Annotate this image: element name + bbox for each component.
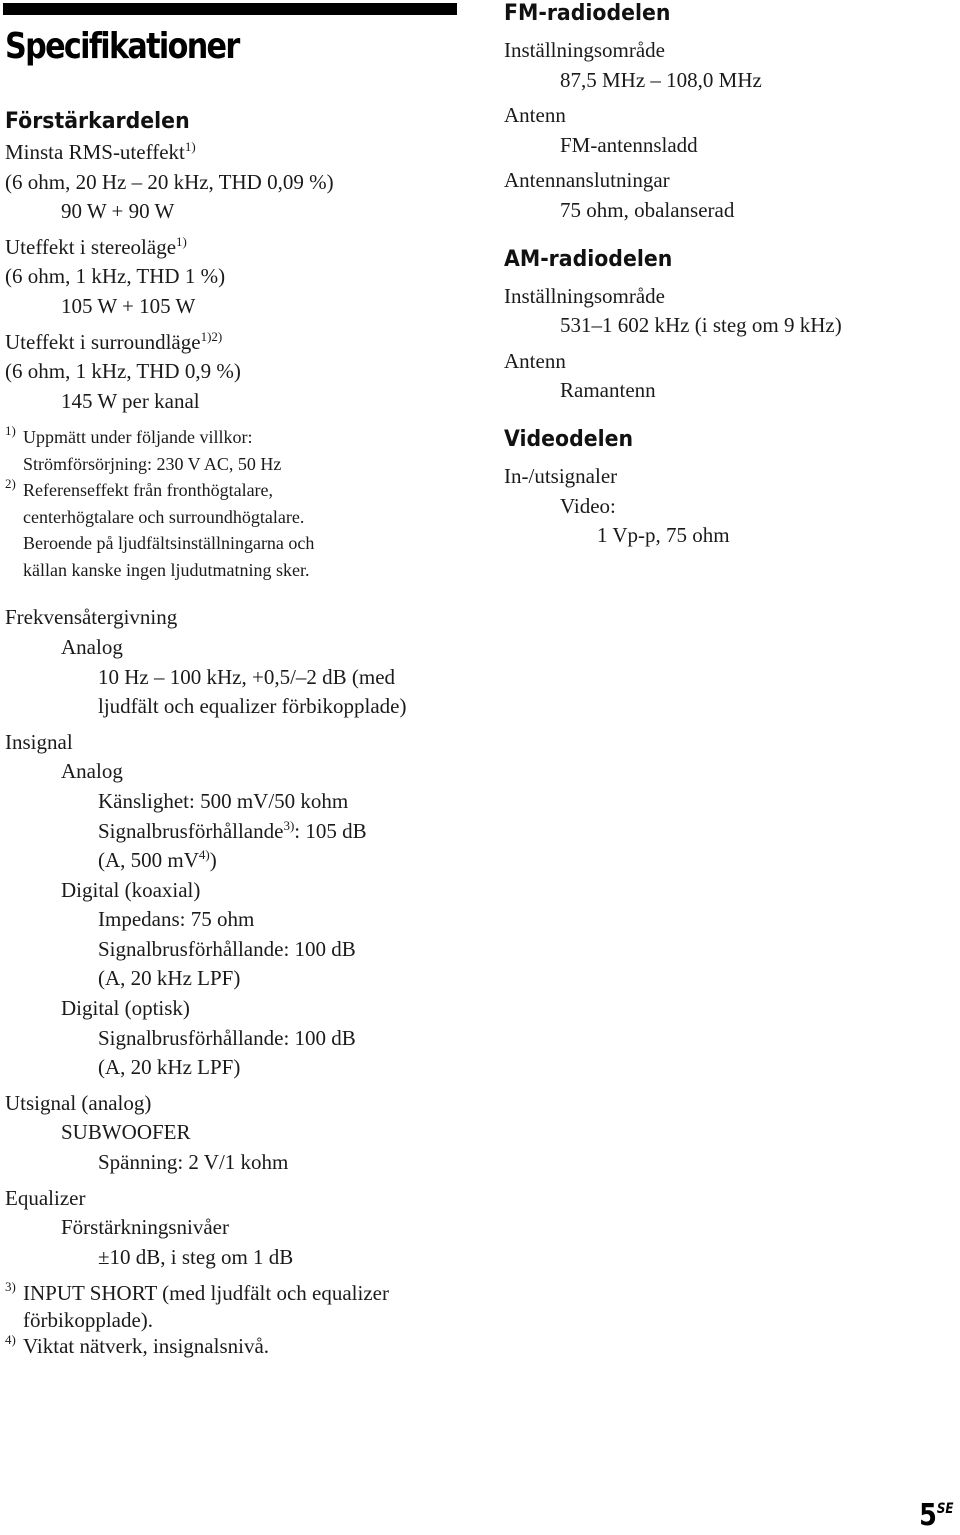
- rms-value: 90 W + 90 W: [61, 199, 175, 224]
- video-io-label: In-/utsignaler: [504, 463, 618, 488]
- input-label: Insignal: [5, 729, 73, 754]
- page-title: Specifikationer: [5, 26, 239, 67]
- coax-snr-cont: (A, 20 kHz LPF): [98, 966, 241, 991]
- fm-heading: FM-radiodelen: [504, 1, 671, 26]
- stereo-label: Uteffekt i stereoläge$^{1)}$: [5, 233, 187, 259]
- amplifier-heading: Förstärkardelen: [5, 109, 190, 134]
- footnote-ref: 1): [176, 233, 187, 249]
- coax-impedance: Impedans: 75 ohm: [98, 907, 255, 932]
- footnote-2-cont: Beroende på ljudfältsinställningarna och: [23, 533, 315, 554]
- am-heading: AM-radiodelen: [504, 246, 673, 272]
- header-rule: [3, 3, 457, 15]
- optical-snr: Signalbrusförhållande: 100 dB: [98, 1025, 356, 1050]
- footnote-4: 4) Viktat nätverk, insignalsnivå.: [5, 1332, 270, 1359]
- fm-antenna-value: FM-antennsladd: [560, 132, 698, 157]
- footnote-2-cont: centerhögtalare och surroundhögtalare.: [23, 506, 305, 527]
- equalizer-label: Equalizer: [5, 1185, 86, 1210]
- am-range-label: Inställningsområde: [504, 283, 665, 308]
- freq-value-cont: ljudfält och equalizer förbikopplade): [98, 694, 407, 719]
- surround-value: 145 W per kanal: [61, 388, 200, 413]
- am-antenna-label: Antenn: [504, 348, 566, 373]
- video-value: 1 Vp-p, 75 ohm: [597, 523, 730, 548]
- input-snr: Signalbrusförhållande$^{3)}$: 105 dB: [98, 817, 367, 843]
- freq-value: 10 Hz – 100 kHz, +0,5/–2 dB (med: [98, 664, 396, 689]
- footnote-ref: 1): [184, 139, 196, 154]
- video-label: Video:: [560, 493, 616, 518]
- footnote-1: 1) Uppmätt under följande villkor:: [5, 423, 253, 448]
- am-range-value: 531–1 602 kHz (i steg om 9 kHz): [560, 313, 842, 338]
- fm-connector-value: 75 ohm, obalanserad: [560, 197, 735, 222]
- stereo-condition: (6 ohm, 1 kHz, THD 1 %): [5, 264, 226, 289]
- footnote-ref: 1)2): [200, 328, 223, 344]
- footnote-2: 2) Referenseffekt från fronthögtalare,: [5, 476, 274, 501]
- coax-snr: Signalbrusförhållande: 100 dB: [98, 936, 356, 961]
- fm-connector-label: Antennanslutningar: [504, 168, 670, 193]
- video-heading: Videodelen: [504, 426, 634, 452]
- fm-range-label: Inställningsområde: [504, 38, 665, 62]
- output-subwoofer: SUBWOOFER: [61, 1120, 191, 1145]
- output-voltage: Spänning: 2 V/1 kohm: [98, 1150, 289, 1175]
- surround-label: Uteffekt i surroundläge$^{1)2)}$: [5, 328, 223, 354]
- footnote-1-cont: Strömförsörjning: 230 V AC, 50 Hz: [23, 453, 282, 474]
- optical-snr-cont: (A, 20 kHz LPF): [98, 1055, 241, 1080]
- rms-condition: (6 ohm, 20 Hz – 20 kHz, THD 0,09 %): [5, 169, 334, 194]
- input-snr-cont: (A, 500 $mV^{4)}$): [98, 847, 217, 873]
- equalizer-gain: Förstärkningsnivåer: [61, 1215, 229, 1240]
- page-language: SE: [937, 1501, 954, 1517]
- stereo-value: 105 W + 105 W: [61, 293, 196, 318]
- coax-label: Digital (koaxial): [61, 877, 201, 902]
- input-analog: Analog: [61, 759, 123, 784]
- footnote-2-cont: källan kanske ingen ljudutmatning sker.: [23, 559, 310, 580]
- optical-label: Digital (optisk): [61, 996, 190, 1021]
- footnote-3-cont: förbikopplade).: [23, 1307, 154, 1332]
- equalizer-value: ±10 dB, i steg om 1 dB: [98, 1244, 294, 1269]
- output-label: Utsignal (analog): [5, 1090, 152, 1115]
- fm-antenna-label: Antenn: [504, 103, 566, 128]
- radio-video-section: [504, 0, 960, 551]
- footnote-3: 3) INPUT SHORT (med ljudfält och equalizer: [5, 1279, 389, 1306]
- freq-analog: Analog: [61, 634, 123, 659]
- input-sensitivity: Känslighet: 500 mV/50 kohm: [98, 788, 349, 813]
- surround-condition: (6 ohm, 1 kHz, THD 0,9 %): [5, 359, 241, 384]
- freq-label: Frekvensåtergivning: [5, 605, 178, 630]
- fm-range-value: 87,5 MHz – 108,0 MHz: [560, 67, 762, 92]
- am-antenna-value: Ramantenn: [560, 378, 656, 403]
- amplifier-section: [5, 108, 475, 1360]
- page-number: $5^{SE}$: [919, 1498, 954, 1533]
- rms-label: Minsta RMS-uteffekt$^{1)}$: [5, 139, 196, 164]
